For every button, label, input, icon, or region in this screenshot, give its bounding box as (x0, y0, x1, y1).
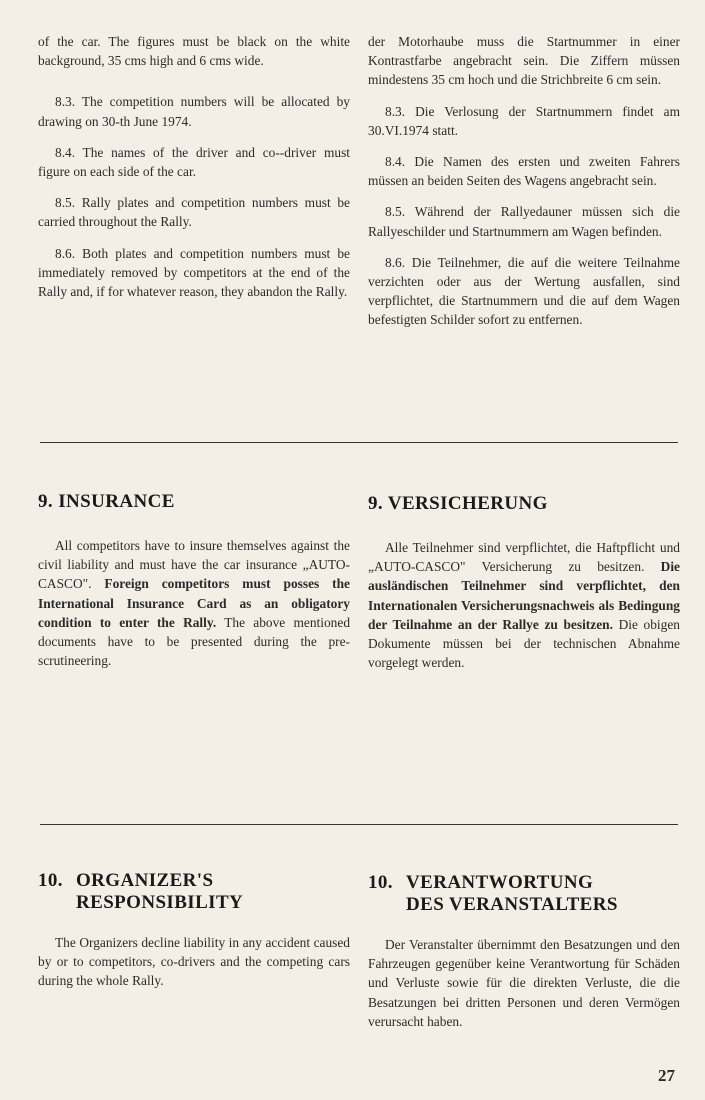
heading-line: RESPONSIBILITY (76, 892, 244, 913)
paragraph-8-6-de: 8.6. Die Teilnehmer, die auf die weitere Teilnahme verzichten oder aus der Wertung ausfallen, sind verpflichtet, die Startnummern und die auf dem Wagen befestigten Schilder sofort zu entfernen. (368, 254, 680, 328)
heading-line: DES VERANSTALTERS (406, 894, 618, 915)
insurance-heading-en: 9. INSURANCE (38, 491, 175, 512)
responsibility-english-text (38, 933, 350, 1003)
section-number: 10. (38, 870, 63, 891)
insurance-de-text-2: Die obigen Dokumente müssen bei der technischen Abnahme vorgelegt werden. (368, 616, 680, 671)
insurance-en-text-2: The above mentioned documents have to be presented during the pre-scrutineering. (38, 614, 351, 669)
insurance-heading-de: 9. VERSICHERUNG (368, 493, 548, 514)
top-german-column (368, 32, 680, 342)
divider (40, 442, 678, 443)
responsibility-heading-en (38, 870, 243, 914)
top-english-column (38, 32, 350, 313)
paragraph-8-5-de: 8.5. Während der Rallyedauner müssen sich die Rallyeschilder und Startnummern am Wagen befinden. (368, 204, 680, 239)
insurance-en-bold-text: Foreign competitors must posses the International Insurance Card as an obligatory condition to enter the Rally. (38, 576, 350, 630)
paragraph-8-6: 8.6. Both plates and competition numbers must be immediately removed by competitors at the end of the Rally and, if for whatever reason, they abandon the Rally. (38, 245, 350, 300)
paragraph: der Motorhaube muss die Startnummer in einer Kontrastfarbe angebracht sein. Die Ziffern müssen mindestens 35 cm hoch und die Strichbreite 6 cm sein. (368, 34, 680, 88)
page-number: 27 (658, 1066, 675, 1085)
responsibility-heading-de (368, 872, 618, 916)
paragraph-8-3: 8.3. The competition numbers will be allocated by drawing on 30-th June 1974. (38, 94, 350, 129)
responsibility-german-text (368, 935, 680, 1043)
paragraph-8-3-de: 8.3. Die Verlosung der Startnummern findet am 30.VI.1974 statt. (368, 103, 680, 138)
paragraph: The Organizers decline liability in any accident caused by or to competitors, co-drivers and the competing cars during the whole Rally. (38, 935, 350, 989)
paragraph-8-4-de: 8.4. Die Namen des ersten und zweiten Fahrers müssen an beiden Seiten des Wagens angebracht sein. (368, 154, 680, 189)
insurance-de-text: Alle Teilnehmer sind verpflichtet, die Haftpflicht und „AUTO-CASCO" Versicherung zu besitzen. (368, 540, 680, 575)
heading-line: VERANTWORTUNG (406, 872, 594, 893)
heading-line: ORGANIZER'S (76, 870, 214, 891)
insurance-german-text (368, 538, 680, 684)
paragraph-8-5: 8.5. Rally plates and competition numbers must be carried throughout the Rally. (38, 195, 350, 230)
paragraph: of the car. The figures must be black on the white background, 35 cms high and 6 cms wide. (38, 34, 350, 69)
paragraph-8-4: 8.4. The names of the driver and co--driver must figure on each side of the car. (38, 144, 350, 180)
insurance-de-bold-text: Die ausländischen Teilnehmer sind verpflichtet, den Internationalen Versicherungsnachweis als Bedingung der Teilnahme an der Rallye zu besitzen. (368, 559, 680, 632)
insurance-en-text: All competitors have to insure themselves against the civil liability and must have the car insurance „AUTO-CASCO". (38, 538, 350, 592)
insurance-english-text (38, 536, 350, 682)
paragraph: Der Veranstalter übernimmt den Besatzungen und den Fahrzeugen gegenüber keine Verantwortung für Schäden und Verluste sowie für die direkten Verluste, die die Besatzungen bei dritten Personen und deren Vermögen verursacht haben. (368, 937, 680, 1029)
divider (40, 824, 678, 825)
section-number: 10. (368, 872, 393, 893)
